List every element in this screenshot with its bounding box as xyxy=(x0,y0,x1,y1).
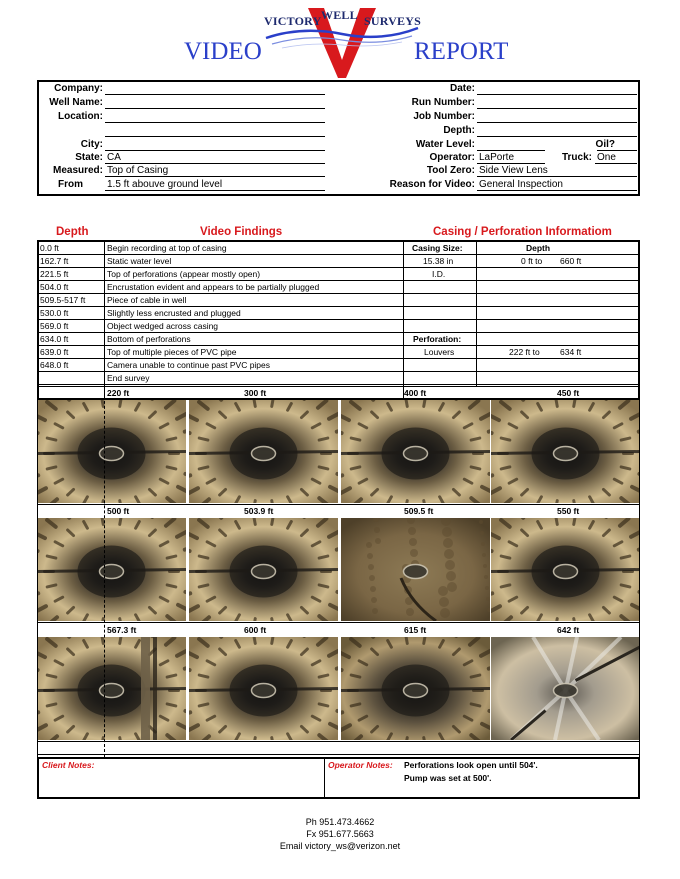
video-frame-image[interactable] xyxy=(341,400,490,503)
state-label: State: xyxy=(75,152,103,163)
perforation-label: Perforation: xyxy=(413,334,462,344)
tool-zero-value: Side View Lens xyxy=(479,165,548,176)
frame-column-line xyxy=(639,386,640,757)
video-frame-image[interactable] xyxy=(491,400,640,503)
run-number-label: Run Number: xyxy=(411,97,475,108)
video-frame-image[interactable] xyxy=(37,518,186,621)
casing-size-to: 660 ft xyxy=(560,256,582,266)
borehole-frame-icon xyxy=(491,400,640,503)
finding-text: Object wedged across casing xyxy=(107,321,219,331)
finding-text: Piece of cable in well xyxy=(107,295,187,305)
frame-row-line xyxy=(37,741,640,742)
finding-text: Static water level xyxy=(107,256,172,266)
finding-depth: 162.7 ft xyxy=(40,256,69,266)
finding-depth: 0.0 ft xyxy=(40,243,59,253)
from-line xyxy=(105,190,325,191)
table-row-line xyxy=(39,371,638,372)
borehole-frame-icon xyxy=(189,518,338,621)
frame-column-line xyxy=(37,386,38,757)
frame-depth-label: 509.5 ft xyxy=(404,506,434,516)
frame-depth-label: 567.3 ft xyxy=(107,625,137,635)
footer-fax: Fx 951.677.5663 xyxy=(306,829,374,839)
table-row-line xyxy=(39,293,638,294)
water-level-line xyxy=(477,150,545,151)
footer-contact xyxy=(0,816,680,852)
table-column-line xyxy=(476,241,477,386)
water-level-label: Water Level: xyxy=(415,139,475,150)
city-line xyxy=(105,150,325,151)
title-report: REPORT xyxy=(414,38,509,65)
table-row-line xyxy=(39,358,638,359)
location-line-2 xyxy=(105,136,325,137)
borehole-frame-icon xyxy=(341,637,490,740)
frame-row-line xyxy=(37,504,640,505)
from-value: 1.5 ft abouve ground level xyxy=(107,179,223,190)
video-frame-image[interactable] xyxy=(189,637,338,740)
truck-line xyxy=(595,163,637,164)
finding-depth: 509.5-517 ft xyxy=(40,295,86,305)
company-label: Company: xyxy=(54,83,103,94)
perforation-type: Louvers xyxy=(424,347,455,357)
depth-section-header: Depth xyxy=(56,226,89,238)
reason-value: General Inspection xyxy=(479,179,563,190)
client-notes-label: Client Notes: xyxy=(42,760,95,770)
finding-text: Encrustation evident and appears to be partially plugged xyxy=(107,282,320,292)
state-line xyxy=(105,163,325,164)
table-column-line xyxy=(104,241,105,399)
notes-divider xyxy=(324,757,325,799)
tool-zero-label: Tool Zero: xyxy=(426,165,475,176)
frame-row-line xyxy=(37,622,640,623)
frame-depth-label: 220 ft xyxy=(107,388,130,398)
findings-section-header: Video Findings xyxy=(200,226,283,238)
frame-depth-label: 600 ft xyxy=(244,625,267,635)
state-value: CA xyxy=(107,152,121,163)
title-video: VIDEO xyxy=(184,38,262,65)
measured-value: Top of Casing xyxy=(107,165,169,176)
borehole-frame-icon xyxy=(491,637,640,740)
footer-email[interactable]: Email victory_ws@verizon.net xyxy=(279,841,401,851)
table-column-line xyxy=(403,241,404,399)
video-frame-image[interactable] xyxy=(189,518,338,621)
borehole-frame-icon xyxy=(37,518,186,621)
logo-word-well: WELL xyxy=(321,8,358,22)
table-row-line xyxy=(39,345,638,346)
frame-depth-label: 550 ft xyxy=(557,506,580,516)
frame-depth-label: 615 ft xyxy=(404,625,427,635)
casing-id-label: I.D. xyxy=(432,269,446,279)
reason-label: Reason for Video: xyxy=(389,179,475,190)
truck-label: Truck: xyxy=(561,152,592,163)
frame-depth-label: 642 ft xyxy=(557,625,580,635)
from-label: From xyxy=(58,179,83,190)
table-row-line xyxy=(39,319,638,320)
company-line xyxy=(105,94,325,95)
measured-line xyxy=(105,176,325,177)
operator-notes-line-1: Perforations look open until 504'. xyxy=(404,760,538,770)
date-label: Date: xyxy=(449,83,475,94)
tool-zero-line xyxy=(477,176,637,177)
finding-depth: 221.5 ft xyxy=(40,269,69,279)
finding-depth: 648.0 ft xyxy=(40,360,69,370)
operator-line xyxy=(477,163,545,164)
logo-word-victory: VICTORY xyxy=(264,14,322,28)
perforation-from: 222 ft to xyxy=(509,347,540,357)
finding-depth: 634.0 ft xyxy=(40,334,69,344)
perforation-to: 634 ft xyxy=(560,347,582,357)
frame-depth-label: 300 ft xyxy=(244,388,267,398)
table-row-line xyxy=(39,267,638,268)
measured-label: Measured: xyxy=(52,165,103,176)
frame-depth-label: 450 ft xyxy=(557,388,580,398)
location-line xyxy=(105,122,325,123)
finding-text: Camera unable to continue past PVC pipes xyxy=(107,360,271,370)
location-label: Location: xyxy=(58,111,103,122)
frame-depth-label: 500 ft xyxy=(107,506,130,516)
video-frame-image[interactable] xyxy=(491,518,640,621)
operator-value: LaPorte xyxy=(479,152,515,163)
frame-depth-label: 503.9 ft xyxy=(244,506,274,516)
frame-row-line xyxy=(37,386,640,387)
video-frame-image[interactable] xyxy=(491,637,640,740)
finding-text: Top of multiple pieces of PVC pipe xyxy=(107,347,237,357)
casing-size-from: 0 ft to xyxy=(521,256,543,266)
table-row-line xyxy=(39,306,638,307)
finding-depth: 569.0 ft xyxy=(40,321,69,331)
date-line xyxy=(477,94,637,95)
job-number-label: Job Number: xyxy=(413,111,475,122)
oil-label: Oil? xyxy=(595,139,615,150)
borehole-frame-icon xyxy=(189,637,338,740)
table-row-line xyxy=(39,384,638,385)
borehole-frame-icon xyxy=(37,637,186,740)
logo-word-surveys: SURVEYS xyxy=(364,14,421,28)
borehole-frame-icon xyxy=(341,400,490,503)
video-frame-image[interactable] xyxy=(37,400,186,503)
operator-label: Operator: xyxy=(429,152,475,163)
finding-text: End survey xyxy=(107,373,150,383)
operator-notes-label: Operator Notes: xyxy=(328,760,393,770)
video-frame-image[interactable] xyxy=(341,637,490,740)
reason-line xyxy=(477,190,637,191)
finding-text: Top of perforations (appear mostly open) xyxy=(107,269,261,279)
footer-phone: Ph 951.473.4662 xyxy=(305,817,375,827)
borehole-frame-icon xyxy=(189,400,338,503)
finding-depth: 639.0 ft xyxy=(40,347,69,357)
table-row-line xyxy=(39,254,638,255)
finding-text: Begin recording at top of casing xyxy=(107,243,227,253)
depth-line xyxy=(477,136,637,137)
casing-section-header: Casing / Perforation Informatiom xyxy=(433,226,612,238)
finding-text: Bottom of perforations xyxy=(107,334,191,344)
video-frame-image[interactable] xyxy=(189,400,338,503)
operator-notes-line-2: Pump was set at 500'. xyxy=(404,773,492,783)
city-label: City: xyxy=(80,139,103,150)
frame-row-line xyxy=(37,754,640,755)
borehole-frame-icon xyxy=(341,518,490,621)
finding-text: Slightly less encrusted and plugged xyxy=(107,308,241,318)
casing-depth-header: Depth xyxy=(526,243,551,253)
borehole-frame-icon xyxy=(37,400,186,503)
table-row-line xyxy=(39,332,638,333)
finding-depth: 504.0 ft xyxy=(40,282,69,292)
borehole-frame-icon xyxy=(491,518,640,621)
run-number-line xyxy=(477,108,637,109)
well-name-line xyxy=(105,108,325,109)
video-frame-image[interactable] xyxy=(37,637,186,740)
well-name-label: Well Name: xyxy=(49,97,103,108)
oil-line xyxy=(597,150,637,151)
truck-value: One xyxy=(597,152,616,163)
depth-label: Depth: xyxy=(443,125,475,136)
table-row-line xyxy=(39,280,638,281)
casing-size-label: Casing Size: xyxy=(412,243,463,253)
frame-column-line xyxy=(104,386,105,757)
video-frame-image[interactable] xyxy=(341,518,490,621)
casing-size-value: 15.38 in xyxy=(423,256,454,266)
job-number-line xyxy=(477,122,637,123)
frame-depth-label: 400 ft xyxy=(404,388,427,398)
finding-depth: 530.0 ft xyxy=(40,308,69,318)
